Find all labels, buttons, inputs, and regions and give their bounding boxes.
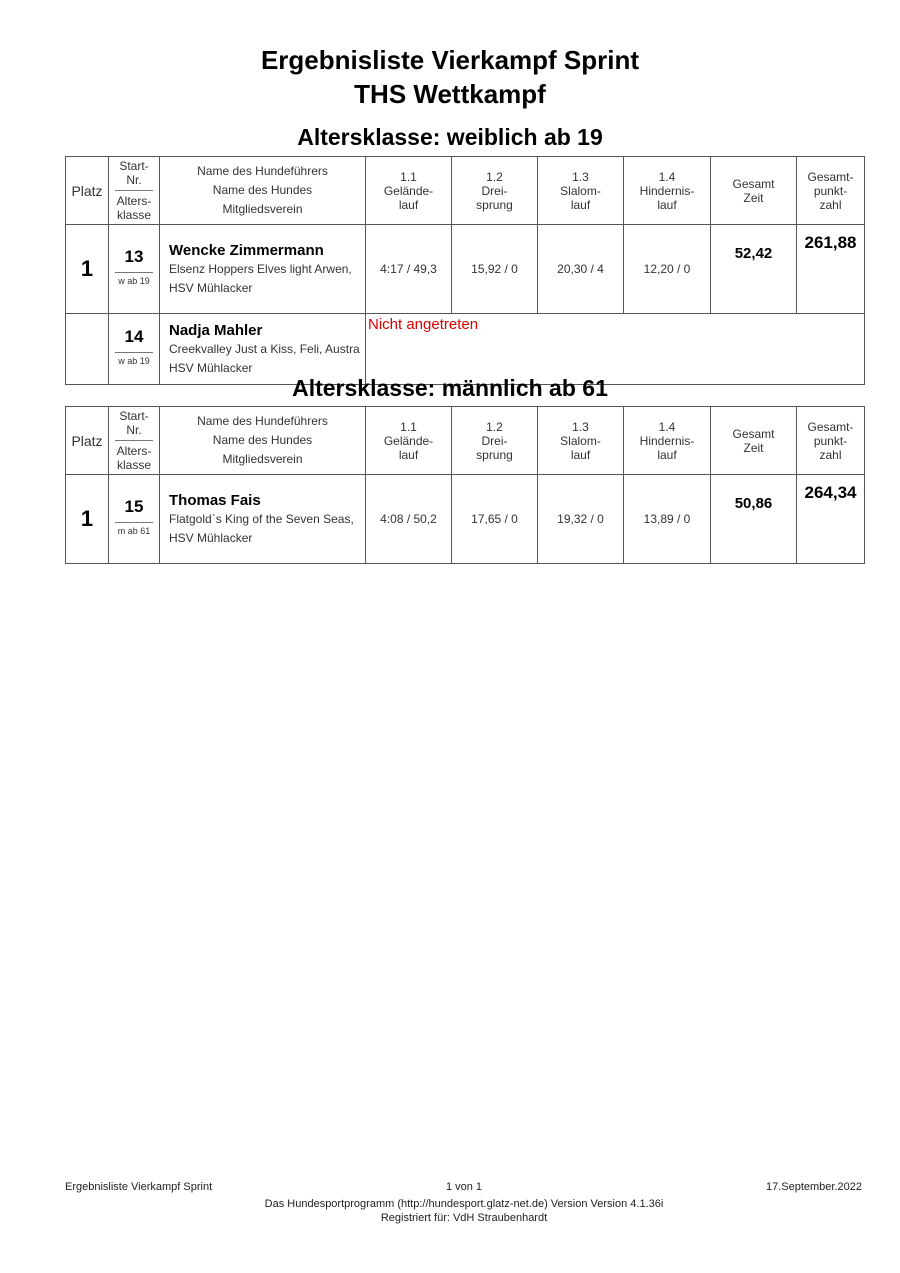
header-platz: Platz [66, 407, 109, 475]
name-cell [160, 475, 366, 564]
header-gesamt-zeit: Gesamt Zeit [711, 407, 797, 475]
header-gesamt-zeit: Gesamt Zeit [711, 157, 797, 225]
table-row [66, 225, 865, 314]
status-not-started: Nicht angetreten [366, 314, 865, 385]
platz-cell: 1 [66, 225, 109, 314]
header-discipline-1: 1.1 Gelände- lauf [366, 407, 452, 475]
header-names: Name des Hundeführers Name des Hundes Mitgliedsverein [160, 157, 366, 225]
discipline-3-result: 19,32 / 0 [538, 475, 624, 564]
handler-name: Wencke Zimmermann [169, 241, 324, 259]
discipline-1-result: 4:08 / 50,2 [366, 475, 452, 564]
gesamt-punkte: 261,88 [797, 225, 865, 314]
header-discipline-2: 1.2 Drei- sprung [452, 157, 538, 225]
header-start-nr [109, 157, 160, 225]
footer-document-title: Ergebnisliste Vierkampf Sprint [65, 1181, 213, 1193]
page-title: Ergebnisliste Vierkampf Sprint [260, 45, 640, 75]
dog-name: Elsenz Hoppers Elves light Arwen, [169, 261, 352, 276]
discipline-4-result: 13,89 / 0 [624, 475, 711, 564]
start-number: 14 [124, 326, 144, 346]
handler-name: Nadja Mahler [169, 321, 263, 339]
gesamt-zeit: 52,42 [711, 225, 797, 314]
header-discipline-4: 1.4 Hindernis- lauf [624, 407, 711, 475]
gesamt-zeit: 50,86 [711, 475, 797, 564]
header-klasse-label: Alters- klasse [116, 194, 152, 222]
gesamt-punkte: 264,34 [797, 475, 865, 564]
age-class: m ab 61 [117, 525, 151, 536]
footer-registered: Registriert für: VdH Straubenhardt [380, 1212, 548, 1224]
results-table-maennlich-ab-61 [65, 406, 865, 564]
header-gesamt-punkte: Gesamt- punkt- zahl [797, 407, 865, 475]
discipline-3-result: 20,30 / 4 [538, 225, 624, 314]
header-start-label: Start- Nr. [119, 409, 149, 437]
name-cell [160, 225, 366, 314]
club-name: HSV Mühlacker [169, 280, 253, 295]
dog-name: Creekvalley Just a Kiss, Feli, Austra [169, 341, 360, 356]
results-table-weiblich-ab-19 [65, 156, 865, 385]
handler-name: Thomas Fais [169, 491, 261, 509]
platz-cell: 1 [66, 475, 109, 564]
header-discipline-1: 1.1 Gelände- lauf [366, 157, 452, 225]
section-title-maennlich-ab-61: Altersklasse: männlich ab 61 [292, 375, 608, 401]
discipline-2-result: 15,92 / 0 [452, 225, 538, 314]
page-subtitle: THS Wettkampf [354, 79, 546, 109]
section-title-weiblich-ab-19: Altersklasse: weiblich ab 19 [297, 124, 603, 150]
header-start-label: Start- Nr. [119, 159, 149, 187]
club-name: HSV Mühlacker [169, 530, 253, 545]
header-klasse-label: Alters- klasse [116, 444, 152, 472]
footer-page-number: 1 von 1 [445, 1181, 483, 1193]
header-platz: Platz [66, 157, 109, 225]
dog-name: Flatgold`s King of the Seven Seas, [169, 511, 354, 526]
age-class: w ab 19 [118, 355, 150, 366]
start-cell [109, 225, 160, 314]
header-discipline-4: 1.4 Hindernis- lauf [624, 157, 711, 225]
discipline-4-result: 12,20 / 0 [624, 225, 711, 314]
table-header-row [66, 407, 865, 475]
footer-program: Das Hundesportprogramm (http://hundesport.glatz-net.de) Version Version 4.1.36i [264, 1198, 664, 1210]
start-number: 13 [124, 246, 144, 266]
header-gesamt-punkte: Gesamt- punkt- zahl [797, 157, 865, 225]
age-class: w ab 19 [118, 275, 150, 286]
header-discipline-3: 1.3 Slalom- lauf [538, 407, 624, 475]
header-discipline-2: 1.2 Drei- sprung [452, 407, 538, 475]
header-start-nr [109, 407, 160, 475]
discipline-2-result: 17,65 / 0 [452, 475, 538, 564]
club-name: HSV Mühlacker [169, 360, 253, 375]
table-header-row [66, 157, 865, 225]
discipline-1-result: 4:17 / 49,3 [366, 225, 452, 314]
start-number: 15 [124, 496, 144, 516]
table-row [66, 475, 865, 564]
header-discipline-3: 1.3 Slalom- lauf [538, 157, 624, 225]
start-cell [109, 475, 160, 564]
footer-date: 17.September.2022 [765, 1181, 862, 1193]
header-names: Name des Hundeführers Name des Hundes Mitgliedsverein [160, 407, 366, 475]
